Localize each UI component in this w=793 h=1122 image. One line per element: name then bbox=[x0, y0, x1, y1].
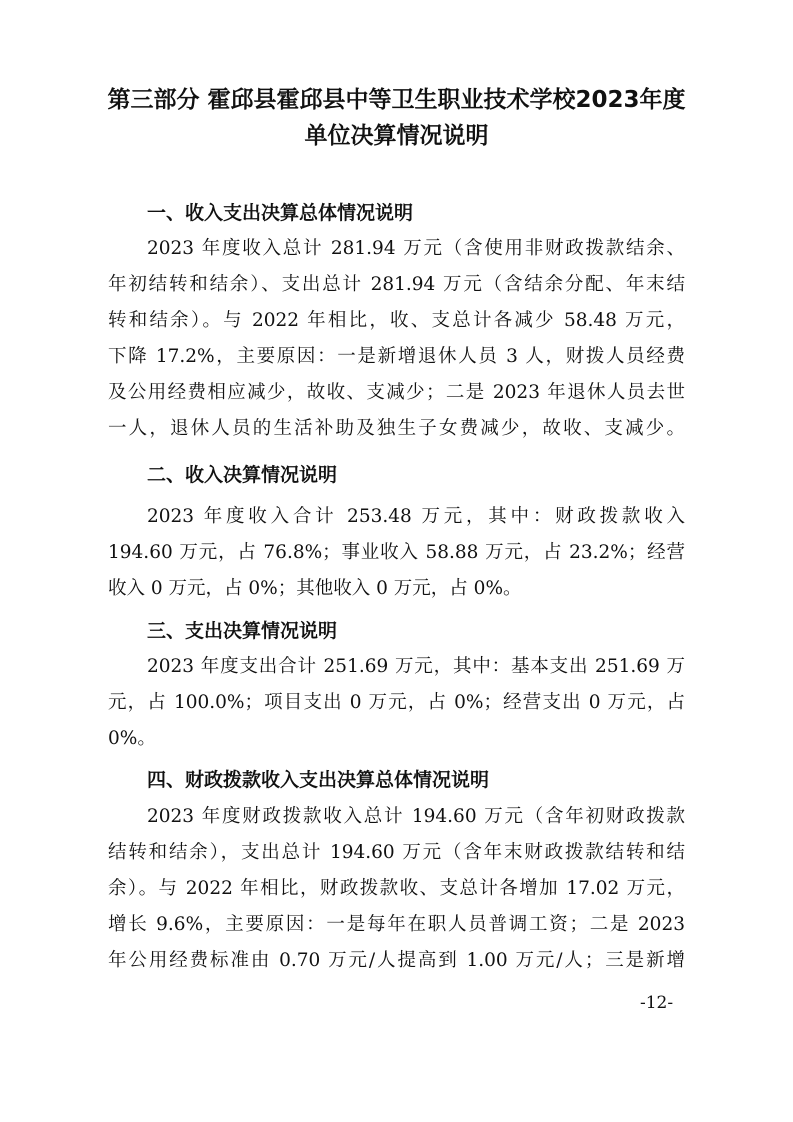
section-heading-2: 二、收入决算情况说明 bbox=[147, 464, 338, 486]
section-1-line: 转和结余）。与 2022 年相比，收、支总计各减少 58.48 万元， bbox=[108, 310, 685, 331]
section-heading-1: 一、收入支出决算总体情况说明 bbox=[147, 202, 414, 224]
section-3-line: 元，占 100.0%；项目支出 0 万元，占 0%；经营支出 0 万元，占 bbox=[108, 692, 685, 713]
section-2-line: 收入 0 万元，占 0%；其他收入 0 万元，占 0%。 bbox=[108, 578, 522, 599]
page-number: -12- bbox=[640, 993, 674, 1013]
section-2-line: 2023 年度收入合计 253.48 万元，其中：财政拨款收入 bbox=[147, 506, 685, 527]
section-2-line: 194.60 万元，占 76.8%；事业收入 58.88 万元，占 23.2%；经营 bbox=[108, 542, 685, 563]
section-3-line: 2023 年度支出合计 251.69 万元，其中：基本支出 251.69 万 bbox=[147, 656, 685, 677]
section-1-line: 一人，退休人员的生活补助及独生子女费减少，故收、支减少。 bbox=[108, 418, 685, 439]
section-4-line: 年公用经费标准由 0.70 万元/人提高到 1.00 万元/人；三是新增 bbox=[108, 950, 685, 971]
section-1-line: 及公用经费相应减少，故收、支减少；二是 2023 年退休人员去世 bbox=[108, 382, 685, 403]
section-heading-4: 四、财政拨款收入支出决算总体情况说明 bbox=[147, 769, 490, 791]
page-title: 第三部分 霍邱县霍邱县中等卫生职业技术学校2023年度 bbox=[107, 87, 686, 113]
section-4-line: 余）。与 2022 年相比，财政拨款收、支总计各增加 17.02 万元， bbox=[108, 878, 685, 899]
section-1-line: 下降 17.2%，主要原因：一是新增退休人员 3 人，财拨人员经费 bbox=[108, 346, 685, 367]
section-4-line: 2023 年度财政拨款收入总计 194.60 万元（含年初财政拨款 bbox=[147, 806, 685, 827]
section-1-line: 2023 年度收入总计 281.94 万元（含使用非财政拨款结余、 bbox=[147, 238, 685, 259]
section-4-line: 增长 9.6%，主要原因：一是每年在职人员普调工资；二是 2023 bbox=[108, 914, 685, 935]
section-3-line: 0%。 bbox=[108, 728, 156, 749]
section-4-line: 结转和结余），支出总计 194.60 万元（含年末财政拨款结转和结 bbox=[108, 842, 685, 863]
section-1-line: 年初结转和结余）、支出总计 281.94 万元（含结余分配、年末结 bbox=[108, 274, 685, 295]
section-heading-3: 三、支出决算情况说明 bbox=[147, 620, 338, 642]
page-subtitle: 单位决算情况说明 bbox=[304, 123, 489, 149]
